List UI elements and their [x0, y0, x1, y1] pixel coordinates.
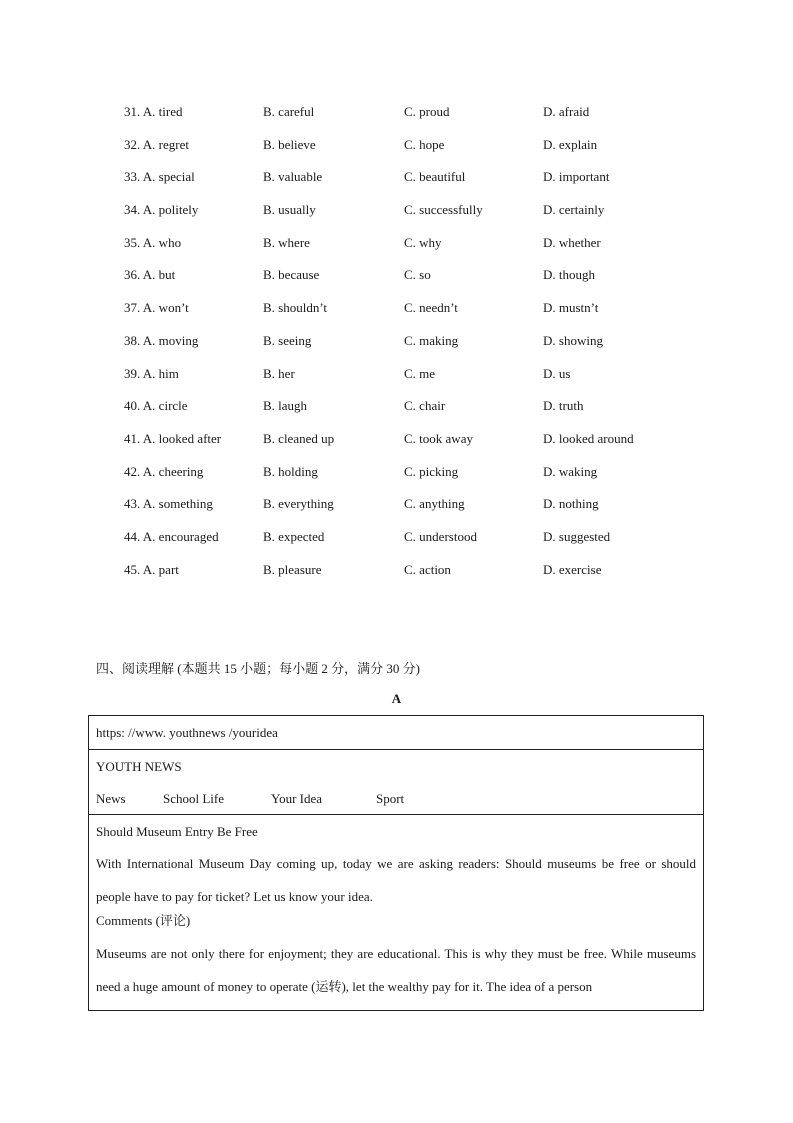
question-number-and-option-a	[124, 366, 179, 382]
option-a: A. circle	[142, 398, 188, 414]
option-a: A. who	[142, 234, 182, 250]
option-b: B. shouldn’t	[263, 300, 328, 316]
question-row	[124, 104, 684, 137]
option-b: B. because	[263, 267, 320, 283]
option-c: C. action	[404, 561, 451, 577]
option-d: D. nothing	[543, 496, 599, 512]
question-number: 43.	[124, 496, 141, 512]
option-d: D. suggested	[543, 528, 611, 544]
section-heading: 四、阅读理解 (本题共 15 小题；每小题 2 分，满分 30 分)	[96, 661, 420, 676]
url-bar: https: //www. youthnews /youridea	[89, 716, 703, 750]
article-content	[89, 815, 703, 1003]
option-b: B. cleaned up	[263, 430, 335, 446]
question-number-and-option-a	[124, 137, 189, 153]
question-number-and-option-a	[124, 431, 221, 447]
option-c: C. beautiful	[404, 169, 466, 185]
option-c: C. understood	[404, 528, 477, 544]
option-b: B. everything	[263, 496, 334, 512]
comment-text: Museums are not only there for enjoyment; they are educational. This is why they must be free. While museums need a huge amount of money to operate (运转), let the wealthy pay for it. The idea of a person	[96, 946, 696, 994]
option-a: A. something	[142, 496, 213, 512]
question-number: 37.	[124, 300, 141, 316]
site-header	[89, 750, 703, 815]
question-number: 42.	[124, 463, 141, 479]
option-a: A. tired	[142, 104, 183, 119]
question-number: 41.	[124, 430, 141, 446]
option-b: B. her	[263, 365, 295, 381]
question-number: 36.	[124, 267, 141, 283]
option-a: A. encouraged	[142, 528, 219, 544]
option-b: B. seeing	[263, 332, 312, 348]
webpage-box	[88, 715, 704, 1011]
question-number-and-option-a	[124, 398, 188, 414]
option-a: A. him	[142, 365, 179, 381]
question-number-and-option-a	[124, 529, 219, 545]
option-a: A. but	[142, 267, 176, 283]
question-row	[124, 431, 684, 464]
question-row	[124, 366, 684, 399]
question-number: 39.	[124, 365, 141, 381]
question-number: 34.	[124, 202, 141, 218]
question-number-and-option-a	[124, 104, 183, 120]
option-d: D. whether	[543, 234, 601, 250]
question-row	[124, 202, 684, 235]
question-row	[124, 169, 684, 202]
option-c: C. needn’t	[404, 300, 458, 316]
option-c: C. making	[404, 332, 459, 348]
nav-item-school-life[interactable]: School Life	[163, 791, 225, 806]
question-row	[124, 464, 684, 497]
question-number: 33.	[124, 169, 141, 185]
option-d: D. truth	[543, 398, 584, 414]
question-row	[124, 137, 684, 170]
nav-item-your-idea[interactable]: Your Idea	[271, 791, 323, 806]
question-number: 44.	[124, 528, 141, 544]
question-number-and-option-a	[124, 562, 179, 578]
comments-label: Comments (评论)	[96, 913, 191, 928]
option-d: D. certainly	[543, 202, 605, 218]
option-a: A. regret	[142, 136, 189, 152]
option-b: B. careful	[263, 104, 315, 119]
option-d: D. exercise	[543, 561, 602, 577]
option-a: A. special	[142, 169, 195, 185]
option-a: A. politely	[142, 202, 199, 218]
option-c: C. so	[404, 267, 431, 283]
option-a: A. moving	[142, 332, 199, 348]
question-number-and-option-a	[124, 267, 175, 283]
question-number-and-option-a	[124, 333, 198, 349]
option-d: D. looked around	[543, 430, 634, 446]
question-row	[124, 398, 684, 431]
option-b: B. laugh	[263, 398, 308, 414]
question-number: 35.	[124, 234, 141, 250]
question-row	[124, 562, 684, 595]
option-c: C. took away	[404, 430, 473, 446]
answer-options-list	[124, 104, 684, 594]
option-b: B. valuable	[263, 169, 323, 185]
option-c: C. proud	[404, 104, 450, 119]
article-intro: With International Museum Day coming up, today we are asking readers: Should museums be free or should people have to pay for ticket? Let us know your idea.	[96, 856, 696, 904]
question-number: 31.	[124, 104, 141, 119]
option-b: B. believe	[263, 136, 316, 152]
option-c: C. me	[404, 365, 436, 381]
question-row	[124, 529, 684, 562]
nav-item-sport[interactable]: Sport	[376, 791, 405, 806]
option-a: A. cheering	[142, 463, 204, 479]
option-b: B. pleasure	[263, 561, 322, 577]
option-d: D. showing	[543, 332, 603, 348]
question-number: 38.	[124, 332, 141, 348]
option-a: A. won’t	[142, 300, 189, 316]
question-number: 40.	[124, 398, 141, 414]
option-b: B. where	[263, 234, 310, 250]
option-c: C. chair	[404, 398, 446, 414]
article-title: Should Museum Entry Be Free	[96, 824, 258, 839]
option-b: B. usually	[263, 202, 316, 218]
option-c: C. picking	[404, 463, 459, 479]
question-row	[124, 333, 684, 366]
option-a: A. looked after	[142, 430, 222, 446]
option-a: A. part	[142, 561, 179, 577]
option-c: C. anything	[404, 496, 465, 512]
question-row	[124, 235, 684, 268]
question-number-and-option-a	[124, 169, 195, 185]
option-d: D. though	[543, 267, 595, 283]
question-number-and-option-a	[124, 464, 203, 480]
question-number-and-option-a	[124, 300, 189, 316]
question-row	[124, 300, 684, 333]
question-number-and-option-a	[124, 235, 181, 251]
passage-letter: A	[391, 691, 402, 706]
option-c: C. hope	[404, 136, 445, 152]
question-number: 32.	[124, 136, 141, 152]
option-c: C. why	[404, 234, 442, 250]
option-c: C. successfully	[404, 202, 483, 218]
question-row	[124, 496, 684, 529]
option-b: B. holding	[263, 463, 318, 479]
option-d: D. us	[543, 365, 571, 381]
site-name: YOUTH NEWS	[96, 759, 182, 774]
option-d: D. waking	[543, 463, 598, 479]
question-number: 45.	[124, 561, 141, 577]
option-d: D. important	[543, 169, 610, 185]
question-number-and-option-a	[124, 202, 198, 218]
option-d: D. mustn’t	[543, 300, 599, 316]
nav-bar	[96, 791, 696, 809]
nav-item-news[interactable]: News	[96, 791, 126, 806]
option-d: D. afraid	[543, 104, 590, 119]
question-number-and-option-a	[124, 496, 213, 512]
option-b: B. expected	[263, 528, 325, 544]
option-d: D. explain	[543, 136, 598, 152]
question-row	[124, 267, 684, 300]
